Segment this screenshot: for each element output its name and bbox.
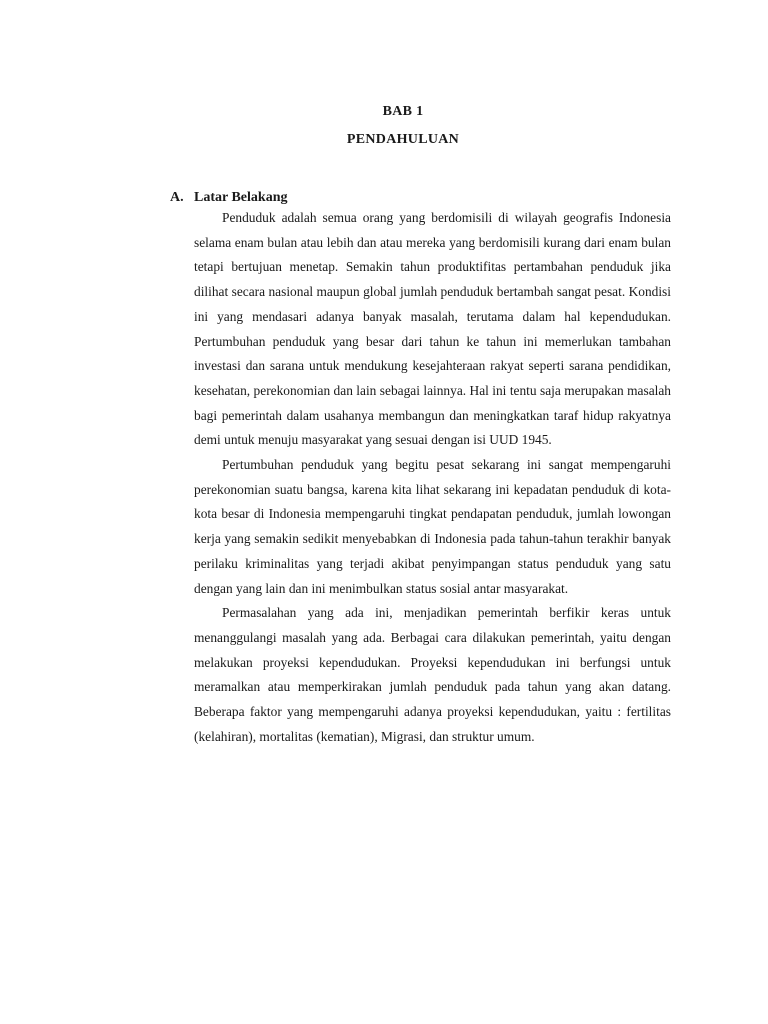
chapter-number: BAB 1 [382,104,424,119]
section-title: Latar Belakang [194,190,288,205]
body-text [194,206,671,749]
paragraph-2: Pertumbuhan penduduk yang begitu pesat sekarang ini sangat mempengaruhi perekonomian suatu bangsa, karena kita lihat sekarang ini kepadatan penduduk di kota-kota besar di Indonesia mempengaruhi tingkat pendapatan penduduk, jumlah lowongan kerja yang semakin sedikit menyebabkan di Indonesia pada tahun-tahun terakhir banyak perilaku kriminalitas yang terjadi akibat penyimpangan status penduduk yang satu dengan yang lain dan ini menimbulkan status sosial antar masyarakat. [194,457,671,596]
section-letter: A. [170,190,184,205]
paragraph-3: Permasalahan yang ada ini, menjadikan pemerintah berfikir keras untuk menanggulangi masalah yang ada. Berbagai cara dilakukan pemerintah, yaitu dengan melakukan proyeksi kependudukan. Proyeksi kependudukan ini berfungsi untuk meramalkan atau memperkirakan jumlah penduduk pada tahun yang akan datang. Beberapa faktor yang mempengaruhi adanya proyeksi kependudukan, yaitu : fertilitas (kelahiran), mortalitas (kematian), Migrasi, dan struktur umum. [194,605,671,744]
paragraph-1: Penduduk adalah semua orang yang berdomisili di wilayah geografis Indonesia selama enam bulan atau lebih dan atau mereka yang berdomisili kurang dari enam bulan tetapi bertujuan menetap. Semakin tahun produktifitas pertambahan penduduk jika dilihat secara nasional maupun global jumlah penduduk bertambah sangat pesat. Kondisi ini yang mendasari adanya banyak masalah, terutama dalam hal kependudukan. Pertumbuhan penduduk yang besar dari tahun ke tahun ini memerlukan tambahan investasi dan sarana untuk mendukung kesejahteraan rakyat seperti sarana pendidikan, kesehatan, perekonomian dan lain sebagai lainnya. Hal ini tentu saja merupakan masalah bagi pemerintah dalam usahanya membangun dan meningkatkan taraf hidup rakyatnya demi untuk menuju masyarakat yang sesuai dengan isi UUD 1945. [194,210,671,448]
section-heading [170,190,287,206]
chapter-title: PENDAHULUAN [346,132,460,147]
